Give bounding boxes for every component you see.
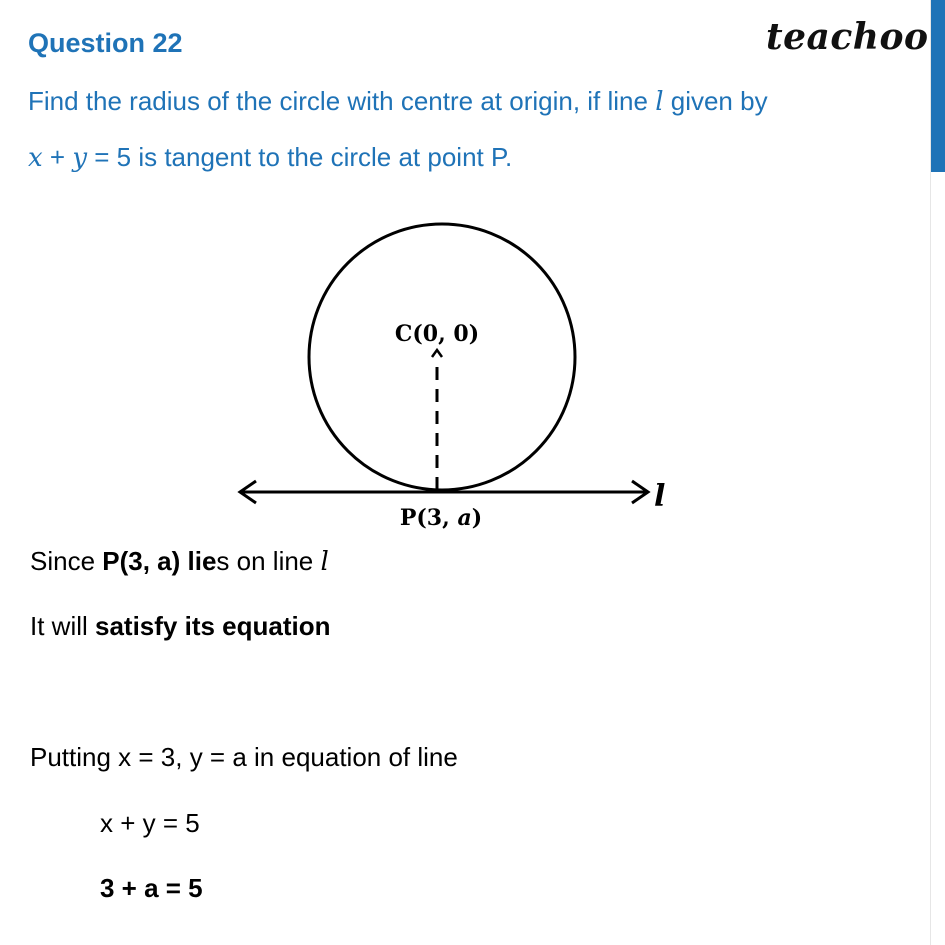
satisfy-line bbox=[30, 611, 331, 642]
satisfy-prefix: It will bbox=[30, 611, 95, 641]
line-label: l bbox=[654, 479, 666, 514]
question-text-b: given by bbox=[663, 86, 768, 116]
satisfy-bold: satisfy its equation bbox=[95, 611, 331, 641]
brand-logo: teachoo bbox=[766, 16, 929, 58]
since-line bbox=[30, 546, 329, 577]
line-variable: l bbox=[655, 87, 664, 117]
equation-line-1: x + y = 5 bbox=[100, 808, 200, 838]
putting-line: Putting x = 3, y = a in equation of line bbox=[30, 742, 458, 772]
question-text-a: Find the radius of the circle with centre at origin, if line bbox=[28, 86, 656, 116]
since-mid: s on line bbox=[216, 546, 321, 576]
plus-sign: + bbox=[42, 142, 73, 172]
point-label-prefix: P(3, bbox=[399, 505, 458, 531]
question-title: Question 22 bbox=[28, 28, 183, 58]
y-variable: y bbox=[72, 143, 88, 173]
point-label bbox=[400, 505, 482, 531]
since-prefix: Since bbox=[30, 546, 103, 576]
radius-arrowhead bbox=[432, 350, 442, 357]
since-variable: l bbox=[320, 547, 329, 577]
since-bold: P(3, a) lie bbox=[102, 546, 217, 576]
equation-line-2: 3 + a = 5 bbox=[100, 873, 203, 903]
center-label: C(0, 0) bbox=[394, 321, 480, 347]
point-label-suffix: ) bbox=[471, 505, 483, 531]
point-label-variable: a bbox=[457, 505, 472, 531]
question-text-c: = 5 is tangent to the circle at point P. bbox=[87, 142, 513, 172]
x-variable: x bbox=[28, 143, 43, 173]
